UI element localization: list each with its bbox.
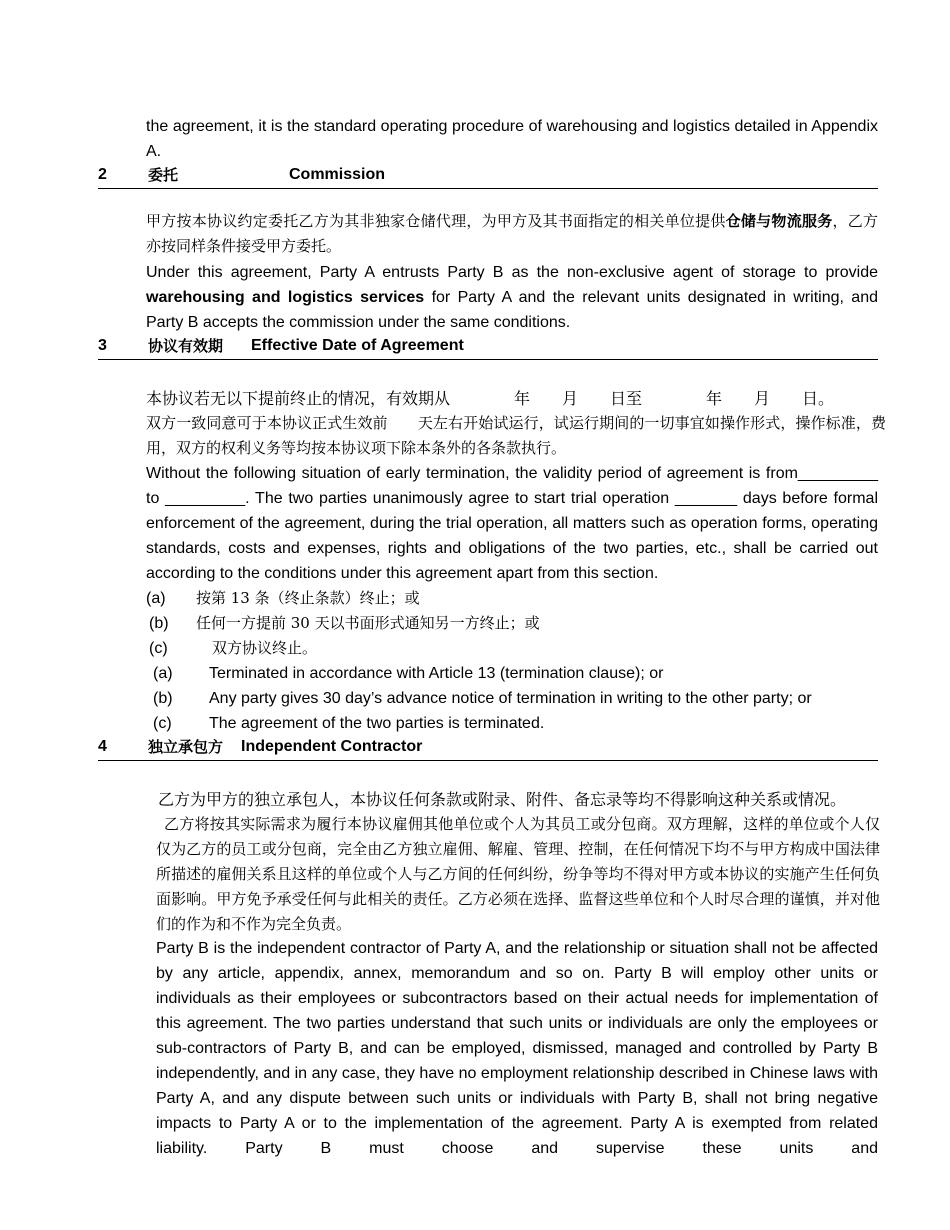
section-2-body-zh: 甲方按本协议约定委托乙方为其非独家仓储代理，为甲方及其书面指定的相关单位提供仓储与物流服务，乙方亦按同样条件接受甲方委托。 <box>146 212 878 255</box>
section-3-body-zh: 双方一致同意可于本协议正式生效前 天左右开始试运行，试运行期间的一切事宜如操作形式，操作标准，费用，双方的权利义务等均按本协议项下除本条外的各条款执行。 <box>146 414 886 457</box>
intro-paragraph: the agreement, it is the standard operating procedure of warehousing and logistics detailed in Appendix A. <box>146 118 878 160</box>
list-item-label: (b) <box>149 615 169 632</box>
section-title-zh: 协议有效期 <box>148 337 224 355</box>
list-item-label: (c) <box>153 715 172 732</box>
list-item-label: (a) <box>153 665 173 682</box>
section-title-en: Effective Date of Agreement <box>251 337 464 354</box>
list-item-text-zh: 任何一方提前 30 天以书面形式通知另一方终止；或 <box>196 614 540 632</box>
list-item-text-en: Terminated in accordance with Article 13 (termination clause); or <box>209 665 664 682</box>
section-2-body-en: Under this agreement, Party A entrusts Party B as the non-exclusive agent of storage to provide warehousing and logistics services for Party A and the relevant units designated in writing, and Party B accepts the commission under the same conditions. <box>146 264 879 331</box>
list-item-label: (a) <box>146 590 166 607</box>
list-item-text-zh: 双方协议终止。 <box>212 639 318 657</box>
section-4-body-zh: 乙方将按其实际需求为履行本协议雇佣其他单位或个人为其员工或分包商。双方理解，这样的单位或个人仅仅为乙方的员工或分包商，完全由乙方独立雇佣、解雇、管理、控制，在任何情况下均不与甲方构成中国法律所描述的雇佣关系且这样的单位或个人与乙方间的任何纠纷，纷争等均不得对甲方或本协议的实施产生任何负面影响。甲方免予承受任何与此相关的责任。乙方必须在选择、监督这些单位和个人时尽合理的谨慎，并对他们的作为和不作为完全负责。 <box>156 815 880 933</box>
list-item-label: (b) <box>153 690 173 707</box>
section-number: 3 <box>98 337 107 354</box>
list-item-text-zh: 按第 13 条（终止条款）终止；或 <box>196 589 420 607</box>
section-4-intro-zh: 乙方为甲方的独立承包人，本协议任何条款或附录、附件、备忘录等均不得影响这种关系或情况。 <box>158 790 847 809</box>
section-4-body-en: Party B is the independent contractor of Party A, and the relationship or situation shall not be affected by any article, appendix, annex, memorandum and so on. Party B will employ other units or individuals as their employees or subcontractors based on their actual needs for implementation of this agreement. The two parties understand that such units or individuals are only the employees or sub-contractors of Party B, and can be employed, dismissed, managed and controlled by Party B independently, and in any case, they have no employment relationship described in Chinese laws with Party A, and any dispute between such units or individuals with Party B, shall not bring negative impacts to Party A or to the implementation of the agreement. Party A is exempted from related liability. Party B must choose and supervise these units and <box>156 940 878 1157</box>
section-number: 2 <box>98 166 107 183</box>
section-4-heading <box>98 736 878 761</box>
section-3-heading <box>98 335 878 360</box>
section-title-en: Independent Contractor <box>241 738 423 755</box>
section-2-heading <box>98 164 878 189</box>
section-3-body-en: Without the following situation of early termination, the validity period of agreement is from_________ to _________. The two parties unanimously agree to start trial operation _______ days before formal enforcement of the agreement, during the trial operation, all matters such as operation forms, operating standards, costs and expenses, rights and obligations of the two parties, etc., shall be carried out according to the conditions under this agreement apart from this section. <box>146 465 878 582</box>
section-title-en: Commission <box>289 166 386 183</box>
list-item-text-en: Any party gives 30 day’s advance notice of termination in writing to the other party; or <box>209 690 812 707</box>
section-3-validity-zh: 本协议若无以下提前终止的情况，有效期从 年 月 日至 年 月 日。 <box>146 389 835 408</box>
section-number: 4 <box>98 738 107 755</box>
list-item-label: (c) <box>149 640 168 657</box>
list-item-text-en: The agreement of the two parties is terminated. <box>209 715 545 732</box>
section-title-zh: 独立承包方 <box>148 738 224 756</box>
section-title-zh: 委托 <box>148 166 179 184</box>
